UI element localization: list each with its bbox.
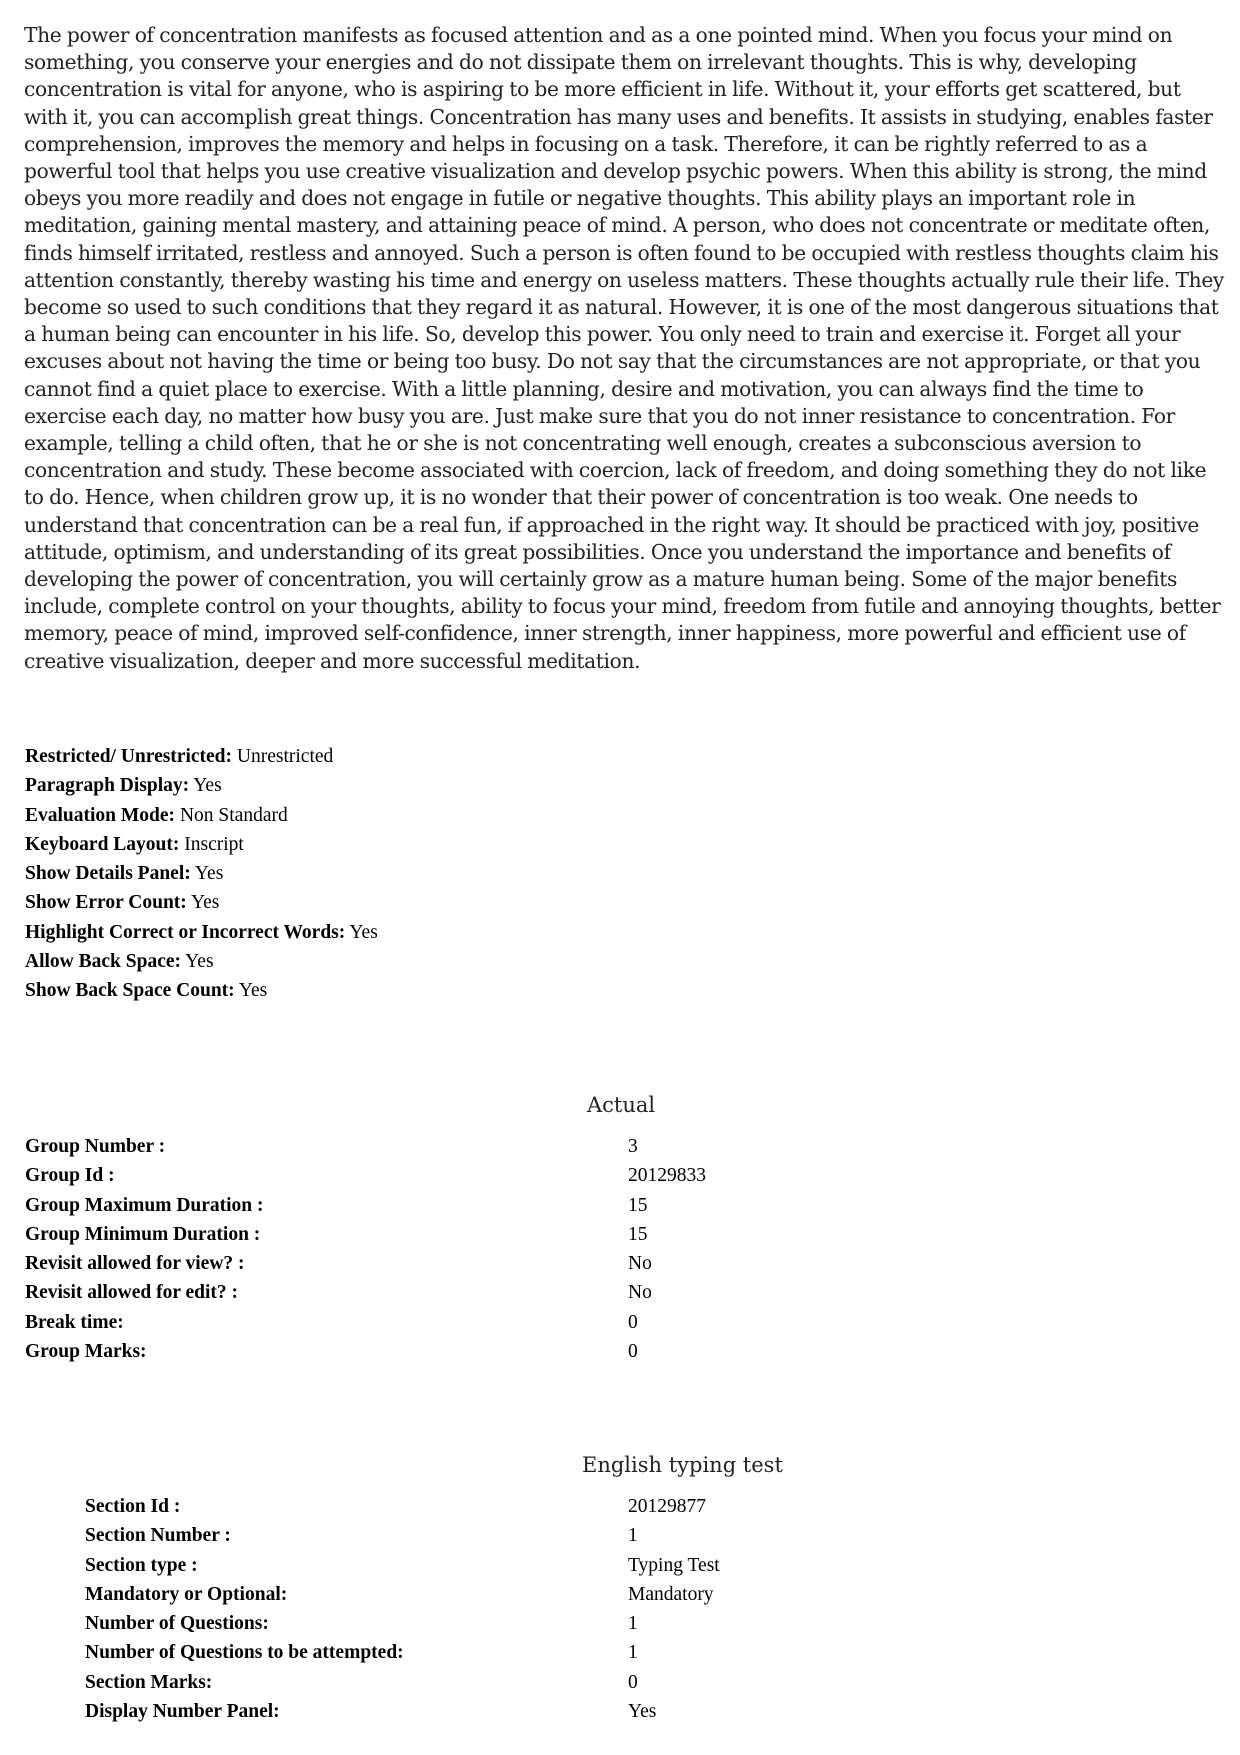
row-value: Typing Test bbox=[628, 1554, 720, 1576]
row-value: 1 bbox=[628, 1642, 638, 1664]
setting-value: Inscript bbox=[184, 833, 244, 855]
row-label: Number of Questions: bbox=[85, 1613, 269, 1635]
setting-restricted bbox=[25, 742, 378, 771]
row-value: 3 bbox=[628, 1136, 638, 1157]
row-label: Section type : bbox=[85, 1554, 198, 1576]
row-value: 15 bbox=[628, 1223, 648, 1245]
row-label: Group Marks: bbox=[25, 1341, 147, 1363]
typing-passage: The power of concentration manifests as focused attention and as a one pointed mind. When you focus your mind on something, you conserve your energies and do not dissipate them on irrelevant thoughts. This is why, developing concentration is vital for anyone, who is aspiring to be more efficient in life. Without it, your efforts get scattered, but with it, you can accomplish great things. Concentration has many uses and benefits. It assists in studying, enables faster comprehension, improves the memory and helps in focusing on a task. Therefore, it can be rightly referred to as a powerful tool that helps you use creative visualization and develop psychic powers. When this ability is strong, the mind obeys you more readily and does not engage in futile or negative thoughts. This ability plays an important role in meditation, gaining mental mastery, and attaining peace of mind. A person, who does not concentrate or meditate often, finds himself irritated, restless and annoyed. Such a person is often found to be occupied with restless thoughts claim his attention constantly, thereby wasting his time and energy on useless matters. These thoughts actually rule their life. They become so used to such conditions that they regard it as natural. However, it is one of the most dangerous situations that a human being can encounter in his life. So, develop this power. You only need to train and exercise it. Forget all your excuses about not having the time or being too busy. Do not say that the circumstances are not appropriate, or that you cannot find a quiet place to exercise. With a little planning, desire and motivation, you can always find the time to exercise each day, no matter how busy you are. Just make sure that you do not inner resistance to concentration. For example, telling a child often, that he or she is not concentrating well enough, creates a subconscious aversion to concentration and study. These become associated with coercion, lack of freedom, and doing something they do not like to do. Hence, when children grow up, it is no wonder that their power of concentration is too weak. One needs to understand that concentration can be a real fun, if approached in the right way. It should be practiced with joy, positive attitude, optimism, and understanding of its great possibilities. Once you understand the importance and benefits of developing the power of concentration, you will certainly grow as a mature human being. Some of the major benefits include, complete control on your thoughts, ability to focus your mind, freedom from futile and annoying thoughts, better memory, peace of mind, improved self-confidence, inner strength, inner happiness, more powerful and efficient use of creative visualization, deeper and more successful meditation. bbox=[24, 23, 1224, 673]
setting-value: Yes bbox=[194, 863, 224, 885]
setting-show-error-count bbox=[25, 888, 378, 917]
setting-value: Non Standard bbox=[179, 804, 288, 826]
row-label: Group Id : bbox=[25, 1165, 115, 1187]
setting-value: Yes bbox=[193, 775, 222, 797]
row-label: Revisit allowed for edit? : bbox=[25, 1282, 239, 1304]
section-heading: English typing test bbox=[582, 1453, 783, 1477]
row-value: No bbox=[628, 1253, 652, 1275]
row-label: Section Number : bbox=[85, 1525, 231, 1547]
row-value: 0 bbox=[628, 1341, 638, 1363]
setting-show-back-space-count bbox=[25, 976, 378, 1005]
setting-label: Keyboard Layout: bbox=[25, 833, 180, 855]
row-label: Revisit allowed for view? : bbox=[25, 1253, 245, 1275]
row-label: Section Marks: bbox=[85, 1671, 213, 1693]
setting-label: Show Details Panel: bbox=[25, 863, 191, 885]
row-label: Display Number Panel: bbox=[85, 1701, 280, 1723]
row-label: Mandatory or Optional: bbox=[85, 1583, 288, 1605]
row-value: Yes bbox=[628, 1701, 657, 1723]
setting-label: Allow Back Space: bbox=[25, 951, 181, 973]
row-label: Number of Questions to be attempted: bbox=[85, 1642, 404, 1664]
setting-value: Yes bbox=[238, 980, 268, 1002]
row-label: Group Number : bbox=[25, 1136, 166, 1157]
setting-label: Paragraph Display: bbox=[25, 775, 190, 797]
row-value: 1 bbox=[628, 1613, 638, 1635]
setting-value: Yes bbox=[190, 892, 220, 914]
setting-label: Show Error Count: bbox=[25, 892, 187, 914]
setting-allow-back-space bbox=[25, 947, 378, 976]
row-label: Group Minimum Duration : bbox=[25, 1223, 261, 1245]
setting-label: Show Back Space Count: bbox=[25, 980, 235, 1002]
row-value: 15 bbox=[628, 1194, 648, 1216]
row-value: 0 bbox=[628, 1671, 638, 1693]
setting-keyboard-layout bbox=[25, 830, 378, 859]
row-value: 20129877 bbox=[628, 1496, 706, 1517]
setting-label: Evaluation Mode: bbox=[25, 804, 176, 826]
setting-evaluation-mode bbox=[25, 801, 378, 830]
setting-paragraph-display bbox=[25, 771, 378, 800]
setting-highlight-words bbox=[25, 918, 378, 947]
setting-show-details-panel bbox=[25, 859, 378, 888]
row-value: 20129833 bbox=[628, 1165, 706, 1187]
setting-label: Highlight Correct or Incorrect Words: bbox=[25, 921, 346, 943]
setting-label: Restricted/ Unrestricted: bbox=[25, 746, 233, 767]
setting-value: Yes bbox=[349, 921, 378, 943]
row-label: Group Maximum Duration : bbox=[25, 1194, 264, 1216]
setting-value: Unrestricted bbox=[236, 746, 334, 767]
row-label: Break time: bbox=[25, 1311, 124, 1333]
row-value: 1 bbox=[628, 1525, 638, 1547]
test-settings-list bbox=[25, 742, 378, 1006]
group-heading: Actual bbox=[587, 1093, 656, 1117]
row-value: 0 bbox=[628, 1311, 638, 1333]
setting-value: Yes bbox=[185, 951, 214, 973]
row-value: No bbox=[628, 1282, 652, 1304]
row-label: Section Id : bbox=[85, 1496, 181, 1517]
row-value: Mandatory bbox=[628, 1583, 714, 1605]
